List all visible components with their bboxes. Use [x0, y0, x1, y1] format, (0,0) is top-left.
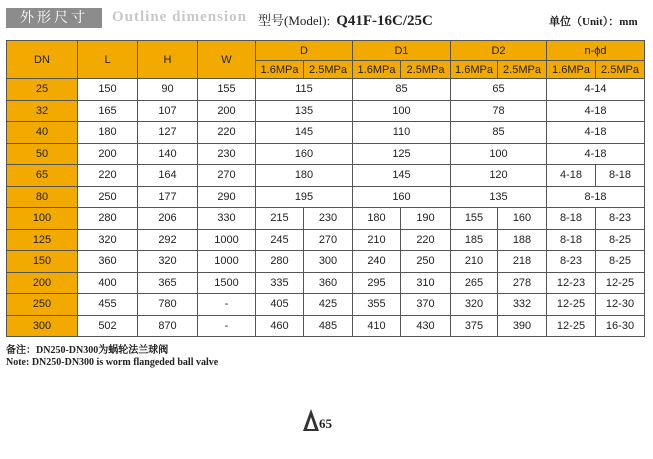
cell-d-1.6: 335	[256, 272, 304, 294]
cell-d-2.5: 270	[304, 229, 353, 251]
cell-d2-1.6: 265	[451, 272, 498, 294]
cell-nd-1.6: 12-25	[547, 315, 596, 337]
cell-nd-1.6: 8-23	[547, 251, 596, 273]
table-row	[7, 315, 645, 337]
table-row	[7, 165, 645, 187]
cell-d: 145	[256, 122, 353, 144]
cell-nd-1.6: 8-18	[547, 229, 596, 251]
cell-d1-1.6: 295	[353, 272, 401, 294]
cell-w: 200	[198, 100, 256, 122]
page-number-text: 65	[319, 416, 332, 431]
cell-dn: 80	[7, 186, 78, 208]
cell-nd-1.6: 12-25	[547, 294, 596, 316]
cell-d2-1.6: 375	[451, 315, 498, 337]
cell-h: 90	[138, 79, 198, 101]
cell-w: 1500	[198, 272, 256, 294]
cell-d2-2.5: 332	[498, 294, 547, 316]
cell-h: 177	[138, 186, 198, 208]
cell-d1: 100	[353, 100, 451, 122]
cell-d: 135	[256, 100, 353, 122]
cell-d1: 85	[353, 79, 451, 101]
header-dn: DN	[7, 41, 78, 79]
header-l: L	[78, 41, 138, 79]
cell-dn: 65	[7, 165, 78, 187]
cell-nd: 8-18	[547, 186, 645, 208]
cell-nd-2.5: 12-25	[596, 272, 645, 294]
cell-d2-1.6: 155	[451, 208, 498, 230]
model-info	[258, 10, 433, 30]
cell-d2-2.5: 218	[498, 251, 547, 273]
page-number	[302, 408, 338, 434]
pressure-1.6: 1.6MPa	[451, 61, 498, 79]
cell-l: 280	[78, 208, 138, 230]
table-row	[7, 122, 645, 144]
cell-d2-1.6: 185	[451, 229, 498, 251]
cell-w: -	[198, 315, 256, 337]
cell-dn: 100	[7, 208, 78, 230]
cell-dn: 50	[7, 143, 78, 165]
cell-d1-1.6: 210	[353, 229, 401, 251]
pressure-2.5: 2.5MPa	[596, 61, 645, 79]
header-d: D	[256, 41, 353, 61]
cell-d: 115	[256, 79, 353, 101]
notes	[6, 345, 218, 369]
cell-nd: 4-18	[547, 122, 645, 144]
cell-d1: 145	[353, 165, 451, 187]
cell-h: 870	[138, 315, 198, 337]
cell-nd-1.6: 12-23	[547, 272, 596, 294]
cell-d1-2.5: 310	[401, 272, 451, 294]
cell-d-2.5: 230	[304, 208, 353, 230]
pressure-1.6: 1.6MPa	[547, 61, 596, 79]
cell-l: 400	[78, 272, 138, 294]
model-label: 型号(Model):	[258, 13, 331, 28]
cell-l: 220	[78, 165, 138, 187]
cell-d1-2.5: 250	[401, 251, 451, 273]
cell-d1-2.5: 190	[401, 208, 451, 230]
cell-d1-1.6: 410	[353, 315, 401, 337]
cell-dn: 125	[7, 229, 78, 251]
table-row	[7, 79, 645, 101]
triangle-logo-icon	[302, 408, 320, 432]
pressure-1.6: 1.6MPa	[256, 61, 304, 79]
cell-w: -	[198, 294, 256, 316]
cell-d2-1.6: 210	[451, 251, 498, 273]
cell-d: 195	[256, 186, 353, 208]
table-row	[7, 229, 645, 251]
cell-d2: 100	[451, 143, 547, 165]
pressure-2.5: 2.5MPa	[401, 61, 451, 79]
pressure-2.5: 2.5MPa	[304, 61, 353, 79]
unit-label: 单位（Unit）：mm	[549, 16, 638, 28]
cell-d-1.6: 215	[256, 208, 304, 230]
cell-d-1.6: 280	[256, 251, 304, 273]
cell-d-1.6: 460	[256, 315, 304, 337]
cell-d1-2.5: 370	[401, 294, 451, 316]
section-badge: 外形尺寸	[6, 8, 102, 28]
cell-nd: 4-18	[547, 143, 645, 165]
cell-d-2.5: 360	[304, 272, 353, 294]
cell-h: 206	[138, 208, 198, 230]
cell-w: 290	[198, 186, 256, 208]
header-h: H	[138, 41, 198, 79]
cell-d1-1.6: 240	[353, 251, 401, 273]
cell-nd-2.5: 8-25	[596, 251, 645, 273]
table-row	[7, 186, 645, 208]
cell-d1: 110	[353, 122, 451, 144]
cell-l: 200	[78, 143, 138, 165]
table-row	[7, 272, 645, 294]
cell-d2: 78	[451, 100, 547, 122]
table-row	[7, 208, 645, 230]
cell-dn: 300	[7, 315, 78, 337]
header-w: W	[198, 41, 256, 79]
note-cn: 备注：DN250-DN300为蜗轮法兰球阀	[6, 345, 169, 356]
cell-d-1.6: 405	[256, 294, 304, 316]
cell-d-2.5: 425	[304, 294, 353, 316]
cell-h: 780	[138, 294, 198, 316]
cell-l: 502	[78, 315, 138, 337]
cell-d2-2.5: 278	[498, 272, 547, 294]
cell-d2-1.6: 320	[451, 294, 498, 316]
header-nd: n-ϕd	[547, 41, 645, 61]
table-row	[7, 294, 645, 316]
cell-d2: 120	[451, 165, 547, 187]
table-row	[7, 100, 645, 122]
header-d1: D1	[353, 41, 451, 61]
cell-l: 320	[78, 229, 138, 251]
cell-nd-2.5: 16-30	[596, 315, 645, 337]
cell-d1-1.6: 355	[353, 294, 401, 316]
cell-h: 107	[138, 100, 198, 122]
cell-nd-1.6: 4-18	[547, 165, 596, 187]
cell-h: 320	[138, 251, 198, 273]
outline-dimension-label: Outline dimension	[112, 9, 247, 25]
cell-w: 230	[198, 143, 256, 165]
cell-d1-2.5: 430	[401, 315, 451, 337]
cell-d: 180	[256, 165, 353, 187]
cell-nd: 4-14	[547, 79, 645, 101]
cell-w: 1000	[198, 229, 256, 251]
cell-l: 360	[78, 251, 138, 273]
cell-dn: 32	[7, 100, 78, 122]
cell-h: 365	[138, 272, 198, 294]
note-en: Note: DN250-DN300 is worm flangeded ball valve	[6, 357, 219, 368]
cell-nd-1.6: 8-18	[547, 208, 596, 230]
cell-w: 1000	[198, 251, 256, 273]
header-d2: D2	[451, 41, 547, 61]
table-header-row	[7, 41, 645, 61]
cell-d-2.5: 485	[304, 315, 353, 337]
cell-d2-2.5: 390	[498, 315, 547, 337]
cell-h: 292	[138, 229, 198, 251]
cell-d1-2.5: 220	[401, 229, 451, 251]
cell-dn: 250	[7, 294, 78, 316]
cell-l: 180	[78, 122, 138, 144]
model-value: Q41F-16C/25C	[336, 13, 433, 29]
cell-dn: 150	[7, 251, 78, 273]
cell-d2: 85	[451, 122, 547, 144]
cell-d-2.5: 300	[304, 251, 353, 273]
cell-l: 165	[78, 100, 138, 122]
cell-nd-2.5: 8-25	[596, 229, 645, 251]
cell-d2: 65	[451, 79, 547, 101]
cell-l: 150	[78, 79, 138, 101]
cell-d2: 135	[451, 186, 547, 208]
dimension-table	[6, 40, 645, 337]
cell-w: 330	[198, 208, 256, 230]
cell-l: 250	[78, 186, 138, 208]
cell-l: 455	[78, 294, 138, 316]
table-row	[7, 251, 645, 273]
cell-h: 127	[138, 122, 198, 144]
cell-d1-1.6: 180	[353, 208, 401, 230]
cell-d2-2.5: 160	[498, 208, 547, 230]
cell-nd-2.5: 12-30	[596, 294, 645, 316]
cell-dn: 200	[7, 272, 78, 294]
cell-nd: 4-18	[547, 100, 645, 122]
cell-w: 220	[198, 122, 256, 144]
cell-d1: 160	[353, 186, 451, 208]
cell-w: 155	[198, 79, 256, 101]
cell-nd-2.5: 8-18	[596, 165, 645, 187]
cell-d-1.6: 245	[256, 229, 304, 251]
cell-d2-2.5: 188	[498, 229, 547, 251]
cell-dn: 25	[7, 79, 78, 101]
page-header	[0, 6, 653, 32]
cell-h: 140	[138, 143, 198, 165]
table-row	[7, 143, 645, 165]
pressure-2.5: 2.5MPa	[498, 61, 547, 79]
cell-d: 160	[256, 143, 353, 165]
cell-dn: 40	[7, 122, 78, 144]
cell-h: 164	[138, 165, 198, 187]
cell-nd-2.5: 8-23	[596, 208, 645, 230]
pressure-1.6: 1.6MPa	[353, 61, 401, 79]
cell-d1: 125	[353, 143, 451, 165]
table-body	[7, 79, 645, 337]
cell-w: 270	[198, 165, 256, 187]
